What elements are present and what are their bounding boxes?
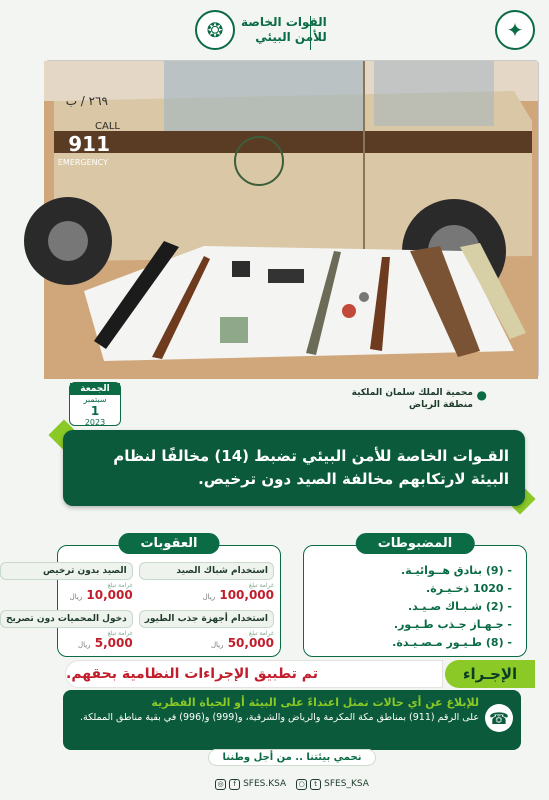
penalty-currency: ريال <box>202 593 216 601</box>
action-label: الإجـراء <box>445 660 535 688</box>
palm-swords-emblem-icon: ✦ <box>495 10 535 50</box>
penalties-panel <box>6 536 281 657</box>
location-pin-icon: ● <box>476 388 487 402</box>
location-region: منطقة الرياض <box>408 400 473 410</box>
footer-social <box>35 774 549 794</box>
date-badge <box>69 382 121 426</box>
penalty-item <box>139 562 274 604</box>
date-month: سبتمبر <box>83 395 107 404</box>
page <box>6 0 549 800</box>
slogan <box>35 752 549 763</box>
report-box <box>63 690 521 750</box>
handle-text: SFES_KSA <box>324 779 369 789</box>
list-item: - (8) طـيـور مـصـيـدة. <box>392 636 512 649</box>
penalty-caption: غرامة تبلغ <box>107 630 133 637</box>
penalty-amount-value: 5,000 <box>94 636 133 650</box>
report-title: للإبلاغ عن أي حالات تمثل اعتداءً على البيئة أو الحياة الفطرية <box>151 696 479 709</box>
list-item: - جـهـاز جـذب طـيـور. <box>393 618 512 631</box>
date-day: 1 <box>90 404 100 418</box>
action-text: تم تطبيق الإجراءات النظامية بحقهم. <box>65 660 443 688</box>
action-bar <box>65 660 535 688</box>
penalty-label: استخدام أجهزة جذب الطيور <box>139 610 274 628</box>
location-reserve: محمية الملك سلمان الملكية <box>351 388 473 398</box>
globe-icon: ◎ <box>215 779 226 790</box>
facebook-icon: f <box>229 779 240 790</box>
seized-items-panel <box>303 536 527 657</box>
headline-banner <box>63 430 525 506</box>
penalty-amount-value: 50,000 <box>227 636 274 650</box>
social-handle-twitter[interactable] <box>296 779 369 790</box>
penalty-amount-value: 100,000 <box>219 588 274 602</box>
ministry-logo <box>495 10 535 50</box>
force-name-line1: القوات الخاصة <box>241 15 327 29</box>
handle-text: SFES.KSA <box>243 779 287 789</box>
penalty-currency: ريال <box>69 593 83 601</box>
penalty-amount <box>0 637 133 652</box>
list-item: - (9) بنادق هــوائيـة. <box>400 564 512 577</box>
slogan-text: نحمي بيئتنا .. من أجل وطننا <box>208 749 377 766</box>
penalty-label: دخول المحميات دون تصريح <box>0 610 133 628</box>
seized-items-title: المضبوطات <box>356 533 475 554</box>
penalty-amount <box>139 637 274 652</box>
seizure-photo-illustration <box>44 61 538 379</box>
penalties-title: العقوبات <box>118 533 219 554</box>
call-number: 911 <box>68 132 110 156</box>
penalties-grid <box>6 562 274 652</box>
phone-icon: ☎ <box>485 704 513 732</box>
penalty-currency: ريال <box>210 641 224 649</box>
report-body: على الرقم (911) بمناطق مكة المكرمة والرياض والشرقية، و(999) و(996) في بقية مناطق المملكة. <box>79 712 479 723</box>
date-weekday: الجمعة <box>70 383 120 395</box>
date-year: 2023 <box>84 418 106 427</box>
call-label: CALL <box>95 121 120 132</box>
penalty-item <box>0 610 133 652</box>
emergency-label: EMERGENCY <box>57 158 108 167</box>
penalty-caption: غرامة تبلغ <box>248 630 274 637</box>
header <box>35 6 549 58</box>
penalty-item <box>0 562 133 604</box>
penalty-amount-value: 10,000 <box>86 588 133 602</box>
twitter-icon: t <box>310 779 321 790</box>
penalty-currency: ريال <box>78 641 91 649</box>
seized-items-list <box>304 546 526 649</box>
list-item: - (2) شـبـاك صـيـد. <box>408 600 512 613</box>
seizure-photo <box>45 60 539 378</box>
penalty-amount <box>0 589 133 604</box>
penalty-label: الصيد بدون ترخيص <box>0 562 133 580</box>
instagram-icon: ○ <box>296 779 307 790</box>
social-handle-web[interactable] <box>215 779 286 790</box>
force-emblem-icon: ❂ <box>195 10 235 50</box>
penalty-label: استخدام شباك الصيد <box>139 562 274 580</box>
penalty-caption: غرامة تبلغ <box>107 582 133 589</box>
force-logo <box>195 10 327 50</box>
penalty-amount <box>139 589 274 604</box>
penalty-caption: غرامة تبلغ <box>248 582 274 589</box>
vehicle-plate: ٢٦٩ / ب <box>65 94 108 108</box>
list-item: - 1020 ذخـيـرة. <box>426 582 512 595</box>
penalty-item <box>139 610 274 652</box>
headline-text: القـوات الخاصة للأمن البيئي تضبط (14) مخالفًا لنظام البيئة لارتكابهم مخالفة الصيد دون ترخيص. <box>113 446 509 488</box>
location <box>283 388 487 410</box>
force-name-line2: للأمن البيئي <box>255 30 327 44</box>
force-name <box>241 15 327 45</box>
